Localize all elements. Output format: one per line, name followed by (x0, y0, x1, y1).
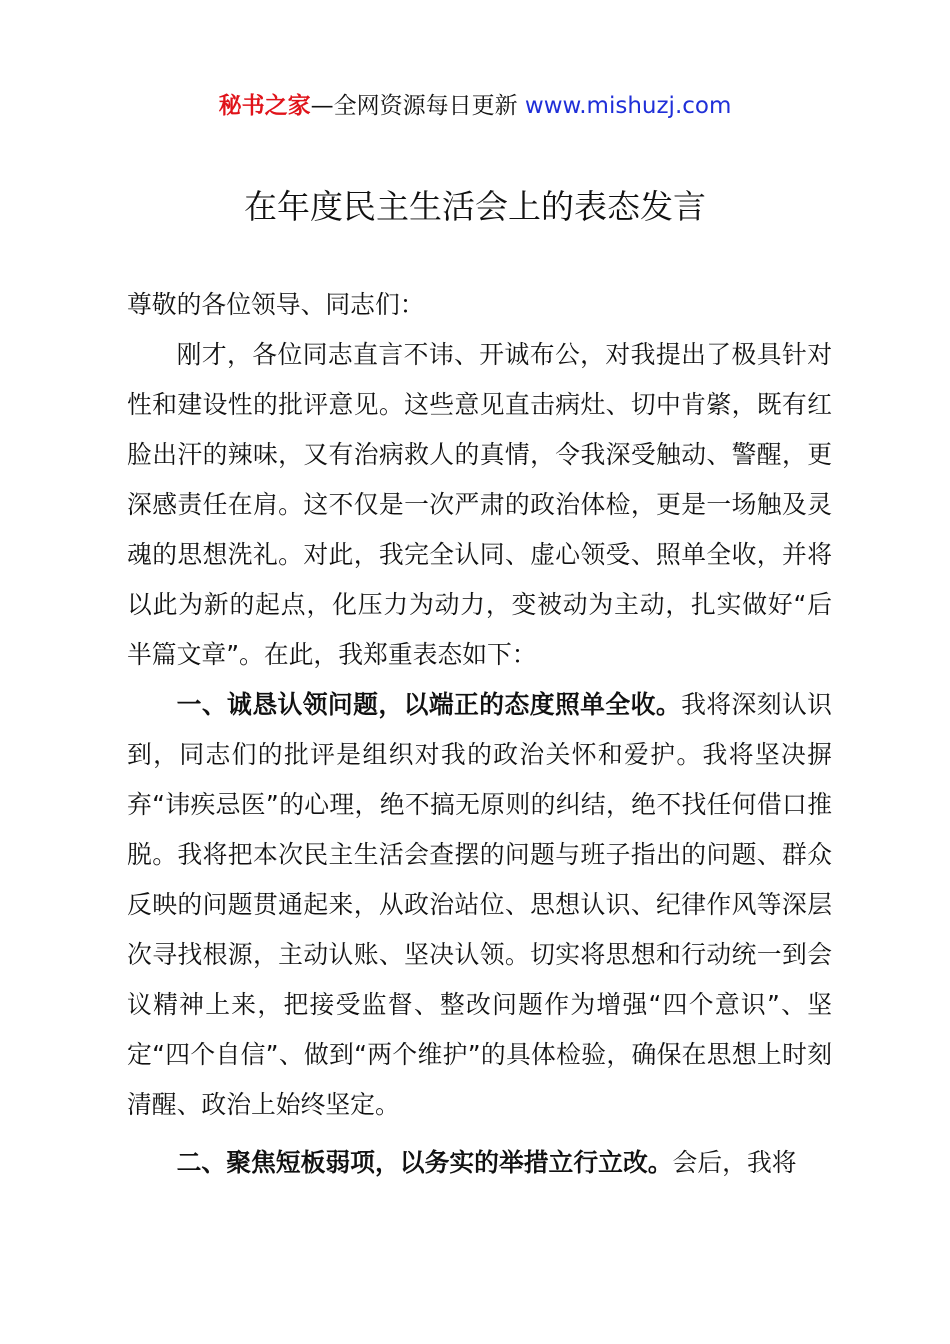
header-tagline: —全网资源每日更新 (310, 93, 518, 119)
section-2-body: 会后，我将 (672, 1148, 797, 1177)
brand-name[interactable]: 秘书之家 (218, 93, 311, 119)
site-header (0, 86, 950, 126)
document-body (127, 280, 832, 1188)
section-2-heading: 二、聚焦短板弱项，以务实的举措立行立改。 (176, 1148, 673, 1177)
section-2-paragraph (127, 1138, 832, 1188)
site-url-link[interactable]: www.mishuzj.com (524, 93, 732, 119)
intro-paragraph: 刚才，各位同志直言不讳、开诚布公，对我提出了极具针对性和建设性的批评意见。这些意见直击病灶、切中肯綮，既有红脸出汗的辣味，又有治病救人的真情，令我深受触动、警醒，更深感责任在肩。这不仅是一次严肃的政治体检，更是一场触及灵魂的思想洗礼。对此，我完全认同、虚心领受、照单全收，并将以此为新的起点，化压力为动力，变被动为主动，扎实做好“后半篇文章”。在此，我郑重表态如下： (127, 340, 832, 669)
salutation: 尊敬的各位领导、同志们： (127, 290, 425, 319)
section-1-heading: 一、诚恳认领问题，以端正的态度照单全收。 (176, 690, 682, 719)
paragraph-gap (127, 1130, 832, 1138)
section-1-paragraph (127, 680, 832, 1130)
document-title: 在年度民主生活会上的表态发言 (244, 187, 706, 226)
section-1-body: 我将深刻认识到，同志们的批评是组织对我的政治关怀和爱护。我将坚决摒弃“讳疾忌医”的心理，绝不搞无原则的纠结，绝不找任何借口推脱。我将把本次民主生活会查摆的问题与班子指出的问题、群众反映的问题贯通起来，从政治站位、思想认识、纪律作风等深层次寻找根源，主动认账、坚决认领。切实将思想和行动统一到会议精神上来，把接受监督、整改问题作为增强“四个意识”、坚定“四个自信”、做到“两个维护”的具体检验，确保在思想上时刻清醒、政治上始终坚定。 (127, 690, 832, 1119)
